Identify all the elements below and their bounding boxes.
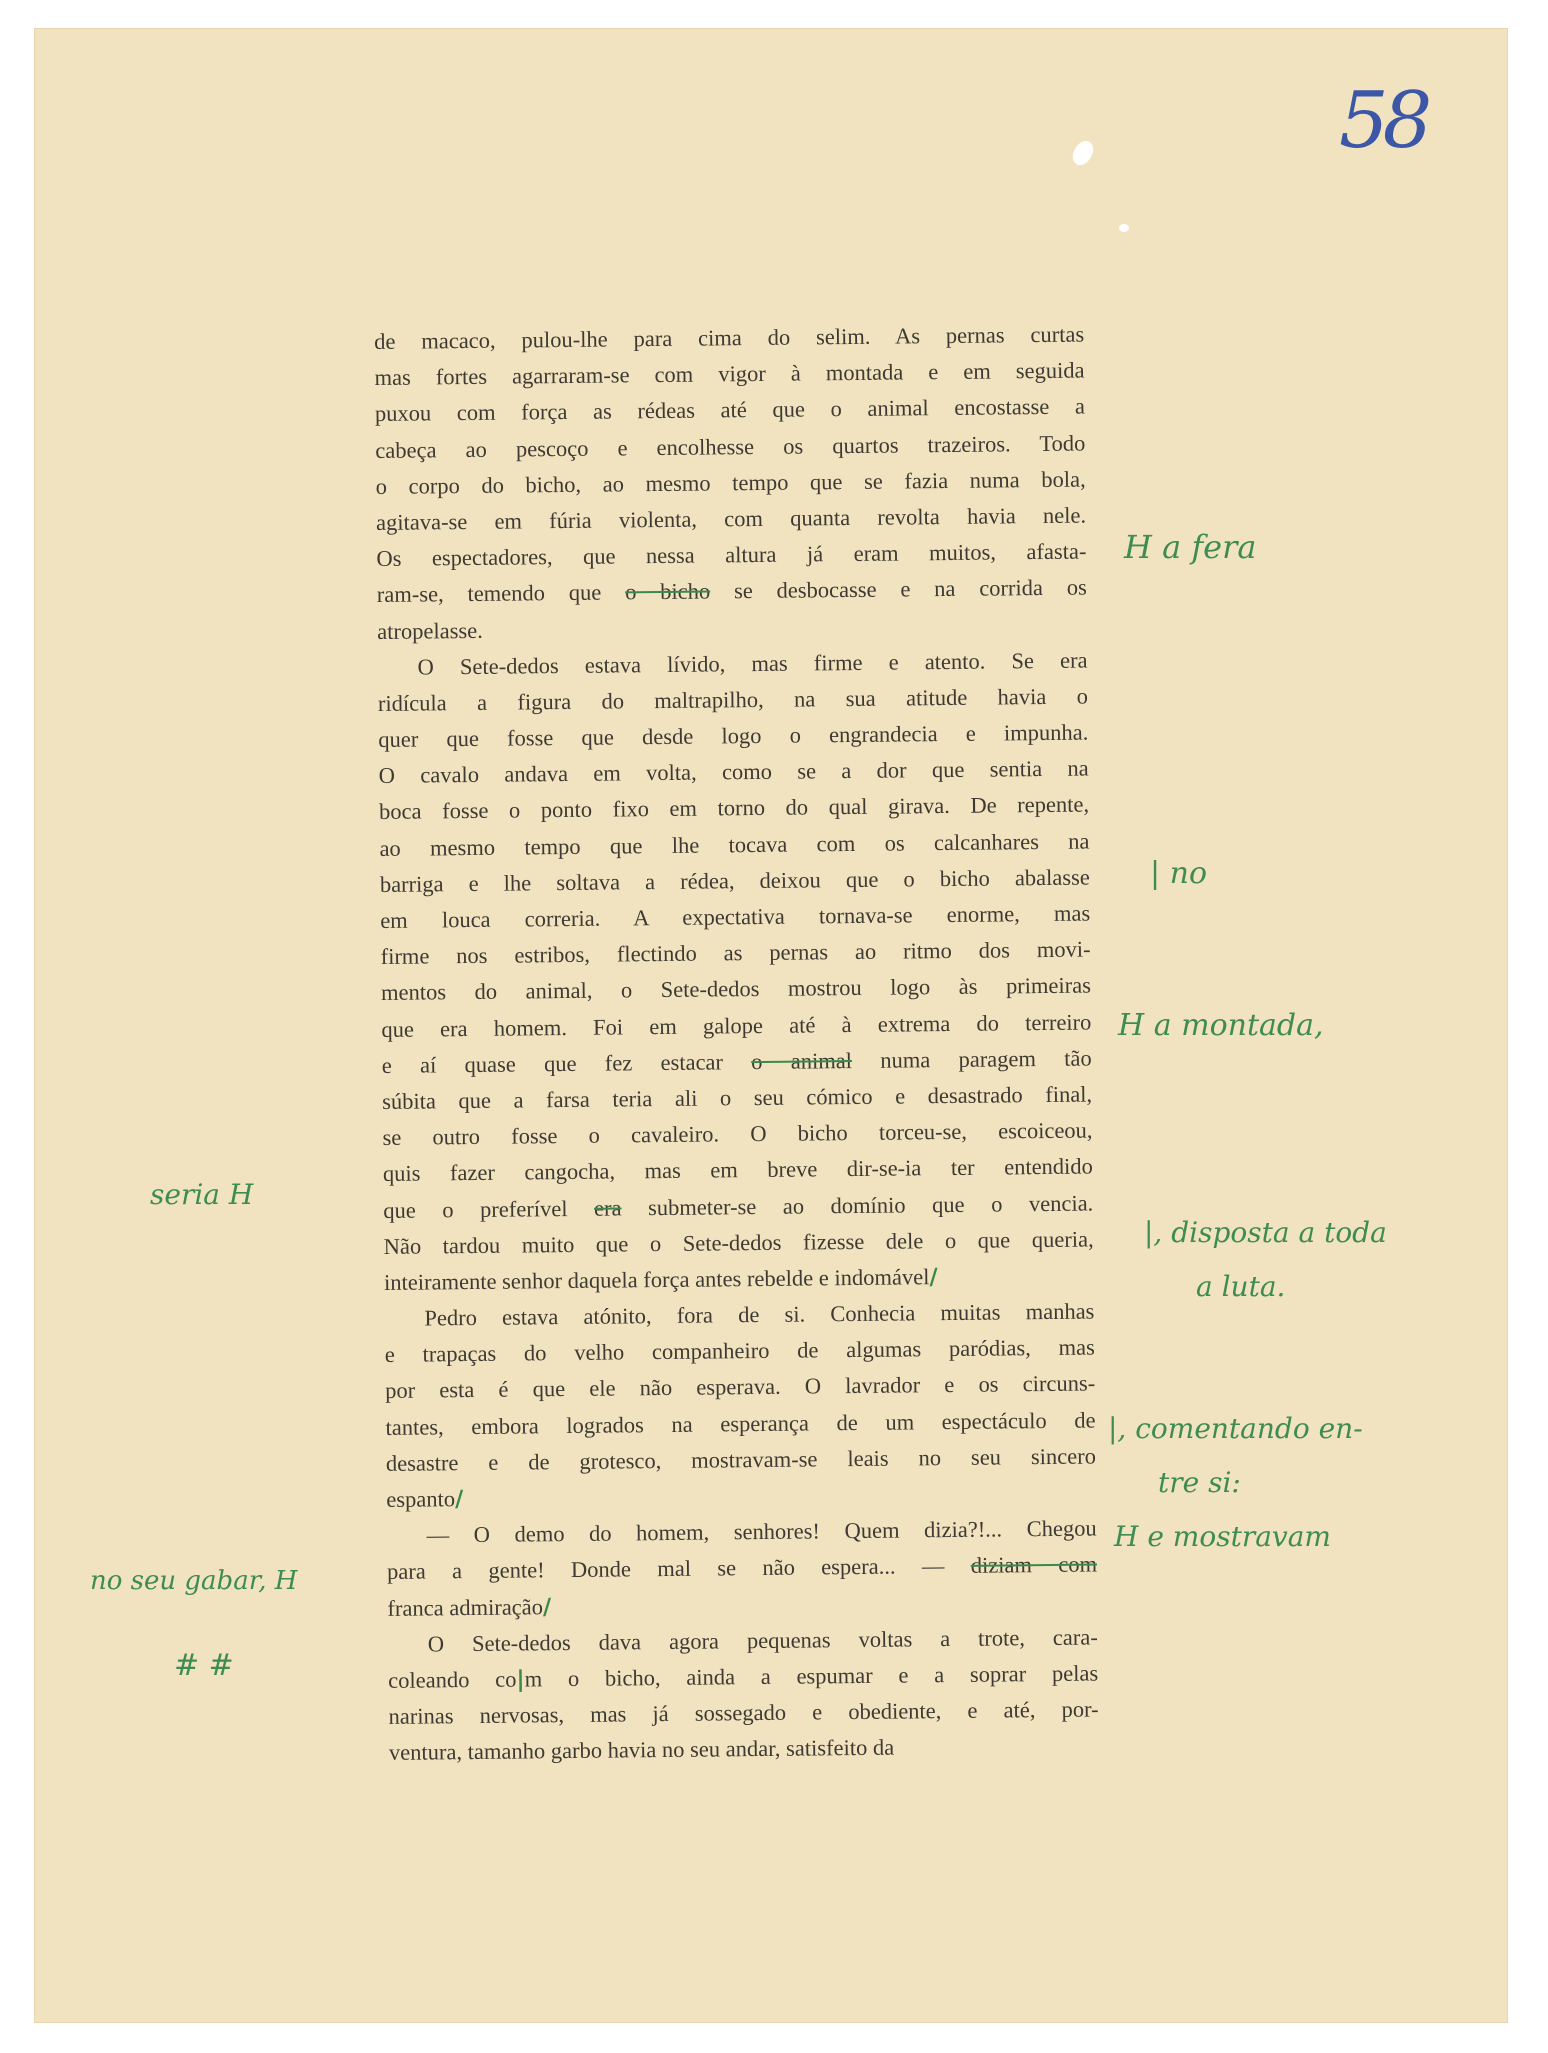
margin-note-left-3: # # [174, 1648, 234, 1683]
correction-mark: | [516, 1666, 525, 1693]
struck-text: o animal [751, 1047, 853, 1074]
text-segment: m o bicho, ainda a espumar e a soprar pelas [524, 1660, 1099, 1692]
text-segment: em louca correria. A expectativa tornava-se enorme, mas [380, 900, 1091, 933]
text-segment: Os espectadores, que nessa altura já eram muitos, afasta- [376, 538, 1087, 572]
text-line [387, 1547, 1097, 1591]
text-segment: boca fosse o ponto fixo em torno do qual girava. De repente, [378, 791, 1090, 825]
correction-mark: / [929, 1264, 938, 1291]
paper-speck [1069, 137, 1098, 169]
text-segment: de macaco, pulou-lhe para cima do selim. As pernas curtas [374, 321, 1085, 354]
struck-text: diziam com [970, 1551, 1098, 1579]
text-segment: que era homem. Foi em galope até à extrema do terreiro [381, 1009, 1092, 1042]
text-segment: firme nos estribos, flectindo as pernas ao ritmo dos movi- [380, 936, 1091, 970]
margin-note-right-4-line2: a luta. [1196, 1270, 1286, 1303]
text-segment: o corpo do bicho, ao mesmo tempo que se fazia numa bola, [375, 466, 1086, 499]
page-number: 58 [1339, 76, 1427, 166]
correction-mark: / [542, 1593, 552, 1620]
correction-mark: / [454, 1486, 464, 1513]
text-segment: por esta é que ele não esperava. O lavrador e os circuns- [385, 1370, 1096, 1404]
margin-note-right-1: H a fera [1124, 528, 1257, 566]
text-segment: desastre e de grotesco, mostravam-se leais no seu sincero [385, 1443, 1097, 1476]
text-segment: coleando co [388, 1666, 517, 1693]
text-segment: quis fazer cangocha, mas em breve dir-se-ia ter entendido [382, 1153, 1093, 1187]
text-segment: e aí quase que fez estacar [381, 1048, 752, 1078]
text-segment: narinas nervosas, mas já sossegado e obediente, e até, por- [388, 1696, 1099, 1730]
margin-note-right-5-line1: |, comentando en- [1108, 1412, 1363, 1445]
text-segment: franca admiração [387, 1593, 544, 1621]
text-segment: para a gente! Donde mal se não espera... — [386, 1553, 971, 1585]
margin-note-right-2: | no [1150, 856, 1208, 891]
text-segment: agitava-se em fúria violenta, com quanta revolta havia nele. [375, 502, 1087, 535]
text-line [377, 570, 1087, 614]
text-segment: tantes, embora logrados na esperança de um espectáculo de [385, 1407, 1096, 1440]
text-line [389, 1728, 1099, 1772]
text-line [386, 1438, 1096, 1482]
text-segment: atropelasse. [377, 617, 483, 644]
margin-note-right-5-line2: tre si: [1158, 1466, 1241, 1499]
text-segment: Pedro estava atónito, fora de si. Conhecia muitas manhas [424, 1298, 1095, 1331]
text-segment: O cavalo andava em volta, como se a dor que sentia na [378, 755, 1089, 789]
margin-note-right-4-line1: |, disposta a toda [1144, 1216, 1387, 1249]
struck-text: o bicho [624, 578, 711, 605]
text-segment: ridícula a figura do maltrapilho, na sua atitude havia o [377, 683, 1089, 716]
text-segment: numa paragem tão [851, 1045, 1092, 1073]
body-text [374, 317, 1099, 1772]
paper-speck [1119, 224, 1129, 232]
text-segment: se outro fosse o cavaleiro. O bicho torceu-se, escoiceou, [382, 1117, 1093, 1151]
manuscript-page [34, 28, 1508, 2023]
text-segment: quer que fosse que desde logo o engrandecia e impunha. [378, 719, 1089, 753]
margin-note-left-1: seria H [150, 1178, 254, 1211]
text-segment: O Sete-dedos estava lívido, mas firme e atento. Se era [417, 647, 1088, 680]
text-segment: Não tardou muito que o Sete-dedos fizesse dele o que queria, [383, 1226, 1094, 1259]
text-segment: puxou com força as rédeas até que o animal encostasse a [374, 393, 1086, 427]
text-segment: que o preferível [383, 1195, 595, 1223]
text-line [383, 1221, 1093, 1265]
text-segment: se desbocasse e na corrida os [710, 574, 1087, 604]
text-segment: e trapaças do velho companheiro de algumas paródias, mas [384, 1334, 1095, 1368]
text-segment: cabeça ao pescoço e encolhesse os quartos trazeiros. Todo [375, 430, 1086, 463]
text-segment: mentos do animal, o Sete-dedos mostrou logo às primeiras [380, 972, 1092, 1006]
text-segment: mas fortes agarraram-se com vigor à montada e em seguida [374, 357, 1085, 391]
text-segment: ram-se, temendo que [376, 579, 626, 608]
text-segment: súbita que a farsa teria ali o seu cómico e desastrado final, [382, 1081, 1093, 1114]
text-segment: ao mesmo tempo que lhe tocava com os calcanhares na [379, 828, 1090, 861]
text-segment: ventura, tamanho garbo havia no seu andar, satisfeito da [388, 1734, 895, 1766]
text-segment: submeter-se ao domínio que o vencia. [621, 1190, 1094, 1220]
text-segment: — O demo do homem, senhores! Quem dizia?!... Chegou [426, 1515, 1097, 1548]
margin-note-left-2: no seu gabar, H [90, 1566, 298, 1596]
margin-note-right-6: H e mostravam [1114, 1520, 1331, 1553]
struck-text: era [593, 1194, 622, 1221]
text-segment: barriga e lhe soltava a rédea, deixou que o bicho abalasse [379, 864, 1090, 897]
margin-note-right-3: H a montada, [1118, 1008, 1324, 1043]
text-segment: inteiramente senhor daquela força antes rebelde e indomável [383, 1264, 930, 1295]
text-segment: espanto [386, 1486, 456, 1512]
text-segment: O Sete-dedos dava agora pequenas voltas a trote, cara- [427, 1624, 1098, 1657]
